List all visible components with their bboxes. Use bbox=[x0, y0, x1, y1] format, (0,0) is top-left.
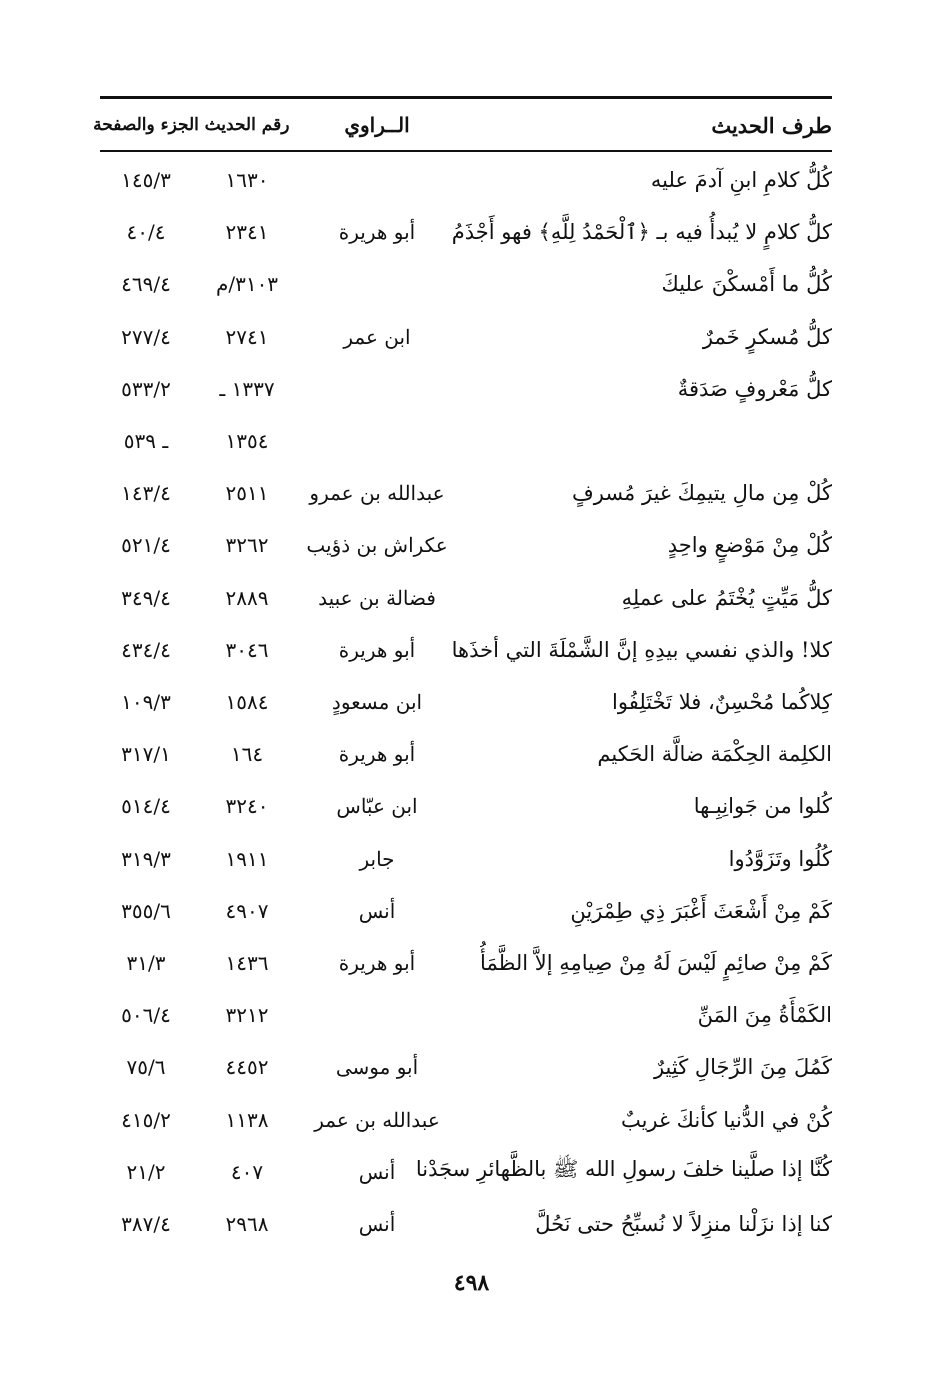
row-hadith: كَمْ مِنْ صائِمٍ لَيْسَ لَهُ مِنْ صِيامِهِ إلاَّ الظَّمَأُ bbox=[480, 951, 832, 975]
row-number: ٢٨٨٩ bbox=[225, 585, 269, 610]
row-volume-page: ١٤٣/٤ bbox=[121, 481, 171, 506]
row-hadith: كُلُّ كلامِ ابنِ آدمَ عليه bbox=[650, 168, 832, 192]
table-row bbox=[100, 363, 832, 415]
row-number: ١٣٥٤ bbox=[225, 429, 269, 453]
row-volume-page: ٣١/٣ bbox=[126, 951, 166, 975]
row-hadith: كُلْ مِن مالِ يتيمِكَ غيرَ مُسرفٍ bbox=[571, 481, 832, 506]
table-row bbox=[100, 1146, 832, 1198]
row-number: ١٦٣٠ bbox=[225, 168, 269, 192]
row-hadith: الكَمْأَةُ مِنَ المَنِّ bbox=[697, 1003, 832, 1028]
row-hadith: كلا! والذي نفسي بيدِهِ إنَّ الشَّمْلَةَ التي أخذَها bbox=[451, 637, 832, 662]
row-hadith: كلُّ مَعْروفٍ صَدَقةٌ bbox=[677, 376, 832, 401]
page-number: ٤٩٨ bbox=[453, 1270, 490, 1296]
row-number: ٢٩٦٨ bbox=[225, 1212, 269, 1236]
row-rawi bbox=[302, 154, 452, 206]
row-number: ٣٢١٢ bbox=[225, 1003, 269, 1028]
table-row bbox=[100, 1198, 832, 1250]
row-rawi bbox=[302, 258, 452, 310]
table-row bbox=[100, 154, 832, 206]
table-row bbox=[100, 519, 832, 571]
row-number: ٣١٠٣/م bbox=[215, 272, 279, 297]
table-row bbox=[100, 833, 832, 885]
row-hadith: كُلْ مِنْ مَوْضعٍ واحِدٍ bbox=[667, 533, 832, 558]
row-number: ٢٣٤١ bbox=[225, 220, 269, 245]
row-hadith: كُلُّ ما أَمْسكْنَ عليكَ bbox=[661, 272, 832, 297]
row-number: ٤٤٥٢ bbox=[225, 1055, 269, 1080]
row-hadith: كُنَّا إذا صلَّينا خلفَ رسولِ الله ﷺ بالظَّهائرِ سجَدْنا bbox=[415, 1157, 832, 1182]
row-rawi: ابن مسعودٍ bbox=[331, 690, 423, 714]
row-rawi: عبدالله بن عمرو bbox=[309, 481, 445, 506]
table-row bbox=[100, 572, 832, 624]
row-volume-page: ٣٥٥/٦ bbox=[121, 898, 171, 923]
table-row bbox=[100, 467, 832, 519]
row-number: ٢٥١١ bbox=[225, 481, 269, 506]
row-rawi bbox=[302, 363, 452, 415]
row-rawi: ابن عبّاس bbox=[336, 794, 418, 819]
row-hadith: كُنْ في الدُّنيا كأنكَ غريبٌ bbox=[620, 1107, 832, 1132]
row-volume-page: ٥١٤/٤ bbox=[121, 794, 171, 819]
table-row bbox=[100, 1094, 832, 1146]
row-volume-page: ٤٦٩/٤ bbox=[121, 272, 171, 297]
header-hadith: طرف الحديث bbox=[711, 112, 832, 138]
table-row bbox=[100, 780, 832, 832]
row-number: ١٩١١ bbox=[225, 846, 269, 871]
row-hadith: الكلِمة الحِكْمَة ضالَّة الحَكيم bbox=[597, 742, 832, 767]
table-header bbox=[93, 100, 832, 150]
table-row bbox=[100, 676, 832, 728]
row-number: ٤٠٧ bbox=[230, 1159, 264, 1184]
row-rawi: أبو هريرة bbox=[338, 220, 416, 245]
row-rawi: أنس bbox=[358, 898, 396, 923]
row-number: ١٦٤ bbox=[230, 742, 264, 767]
row-hadith: كلُّ مَيِّتٍ يُخْتَمُ على عملِهِ bbox=[621, 585, 832, 610]
row-hadith: كُلوا من جَوانِبِـها bbox=[693, 794, 832, 819]
table-row bbox=[100, 937, 832, 989]
row-number: ٢٧٤١ bbox=[225, 324, 269, 349]
row-rawi: جابر bbox=[359, 846, 395, 871]
row-volume-page: ١٤٥/٣ bbox=[121, 168, 171, 192]
row-hadith: كلُّ كلامٍ لا يُبدأُ فيه بـ ﴿ٱلْحَمْدُ لِلَّهِ﴾ فهو أَجْذَمُ bbox=[451, 220, 832, 245]
table-row bbox=[100, 415, 832, 467]
row-volume-page: ٤٣٤/٤ bbox=[121, 637, 171, 662]
row-volume-page: ٣٨٧/٤ bbox=[121, 1212, 171, 1236]
row-number: ٣٢٦٢ bbox=[225, 533, 269, 558]
row-volume-page: ـ ٥٣٩ bbox=[123, 429, 169, 453]
table-row bbox=[100, 1041, 832, 1093]
row-volume-page: ٤١٥/٢ bbox=[121, 1107, 171, 1132]
row-volume-page: ٢٧٧/٤ bbox=[121, 324, 171, 349]
table-row bbox=[100, 728, 832, 780]
table-row bbox=[100, 989, 832, 1041]
row-rawi: عكراش بن ذؤيب bbox=[306, 533, 448, 558]
row-rawi bbox=[302, 989, 452, 1041]
row-number: ١٥٨٤ bbox=[225, 690, 269, 714]
row-hadith: كلُّ مُسكرٍ خَمرٌ bbox=[702, 324, 832, 349]
header-rawi: الــراوي bbox=[344, 113, 410, 137]
row-rawi: فضالة بن عبيد bbox=[318, 585, 436, 610]
table-row bbox=[100, 311, 832, 363]
row-hadith: كَمُلَ مِنَ الرِّجَالِ كَثِيرٌ bbox=[653, 1055, 832, 1080]
row-rawi: أنس bbox=[358, 1212, 396, 1236]
row-rawi: أنس bbox=[358, 1159, 396, 1184]
row-rawi: أبو هريرة bbox=[338, 637, 416, 662]
row-volume-page: ٥٢١/٤ bbox=[121, 533, 171, 558]
row-number: ١١٣٨ bbox=[225, 1107, 269, 1132]
row-number: ٣٢٤٠ bbox=[225, 794, 269, 819]
row-hadith: كنا إذا نزَلْنا منزِلاً لا نُسبِّحُ حتى نَحُلَّ bbox=[535, 1212, 832, 1236]
row-rawi: عبدالله بن عمر bbox=[314, 1107, 440, 1132]
row-hadith bbox=[472, 415, 832, 467]
table-row bbox=[100, 624, 832, 676]
row-rawi: ابن عمر bbox=[343, 324, 411, 349]
header-rule bbox=[100, 150, 832, 152]
row-rawi: أبو هريرة bbox=[338, 951, 416, 975]
row-rawi: أبو هريرة bbox=[338, 742, 416, 767]
table-row bbox=[100, 885, 832, 937]
row-volume-page: ٤٠/٤ bbox=[126, 220, 166, 245]
row-volume-page: ٧٥/٦ bbox=[126, 1055, 166, 1080]
row-rawi: أبو موسى bbox=[335, 1055, 419, 1080]
row-hadith: كُلُوا وتَزَوَّدُوا bbox=[728, 846, 832, 871]
row-volume-page: ١٠٩/٣ bbox=[121, 690, 171, 714]
table-row bbox=[100, 206, 832, 258]
row-volume-page: ٥٠٦/٤ bbox=[121, 1003, 171, 1028]
header-number: رقم الحديث bbox=[204, 115, 290, 135]
row-volume-page: ٢١/٢ bbox=[126, 1159, 166, 1184]
row-number: ١٤٣٦ bbox=[225, 951, 269, 975]
row-volume-page: ٣٤٩/٤ bbox=[121, 585, 171, 610]
row-hadith: كَمْ مِنْ أَشْعَثَ أَغْبَرَ ذِي طِمْرَيْنِ bbox=[570, 898, 832, 923]
header-volume-page: الجزء والصفحة bbox=[93, 115, 199, 135]
row-volume-page: ٣١٩/٣ bbox=[121, 846, 171, 871]
row-hadith: كِلاكُما مُحْسِنٌ، فلا تَخْتَلِفُوا bbox=[612, 690, 832, 714]
row-number: ٤٩٠٧ bbox=[225, 898, 269, 923]
row-number: ٣٠٤٦ bbox=[225, 637, 269, 662]
row-number: ١٣٣٧ ـ bbox=[219, 376, 275, 401]
row-volume-page: ٣١٧/١ bbox=[121, 742, 171, 767]
top-rule bbox=[100, 96, 832, 99]
row-rawi bbox=[302, 415, 452, 467]
table-row bbox=[100, 258, 832, 310]
row-volume-page: ٥٣٣/٢ bbox=[121, 376, 171, 401]
